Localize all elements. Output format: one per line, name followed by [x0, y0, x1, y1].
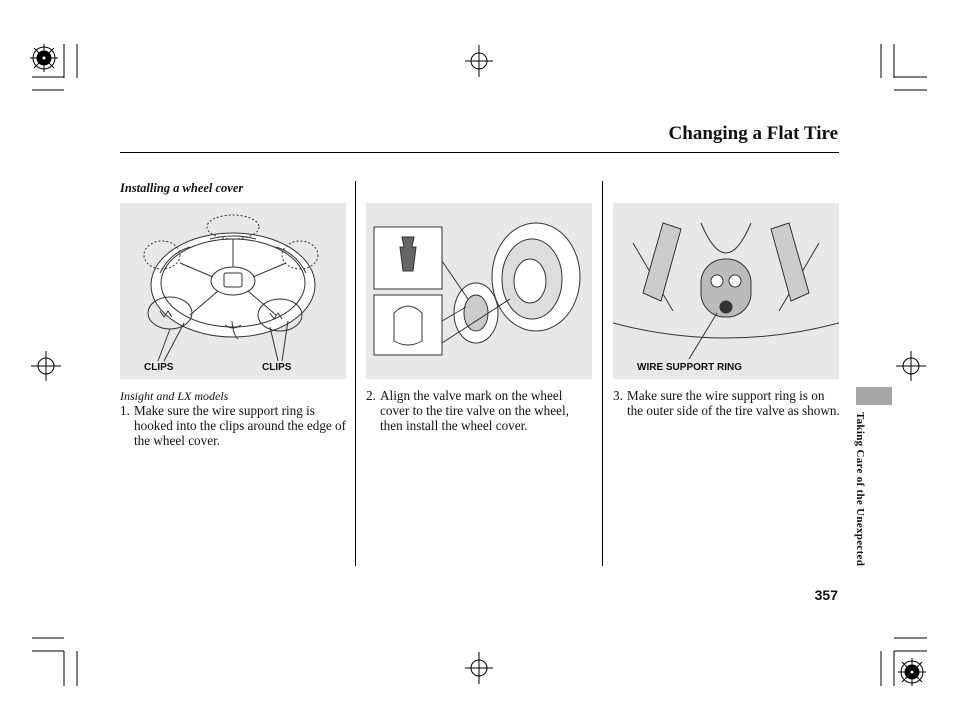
registration-mark-icon — [30, 44, 58, 72]
step-text: Make sure the wire support ring is on the outer side of the tire valve as shown. — [627, 388, 840, 419]
step-number: 2. — [366, 388, 376, 403]
step-number: 1. — [120, 403, 130, 418]
clips-label-right: CLIPS — [262, 362, 292, 373]
registration-mark-icon — [898, 658, 926, 686]
step-1 — [120, 403, 348, 449]
column-divider — [602, 181, 603, 566]
section-label: Taking Care of the Unexpected — [854, 412, 866, 567]
models-note: Insight and LX models — [120, 389, 229, 403]
step-number: 3. — [613, 388, 623, 403]
registration-mark-icon — [465, 45, 493, 77]
page-title: Changing a Flat Tire — [668, 123, 838, 144]
wire-ring-illustration — [613, 203, 839, 379]
step-2 — [366, 388, 594, 434]
wire-support-ring-label: WIRE SUPPORT RING — [637, 362, 743, 373]
title-rule — [120, 152, 839, 153]
section-tab — [856, 387, 892, 405]
clips-label-left: CLIPS — [144, 362, 174, 373]
registration-mark-icon — [31, 351, 61, 381]
section-subheading: Installing a wheel cover — [120, 181, 244, 195]
figure-wire-support-ring — [613, 203, 839, 379]
page-number: 357 — [814, 587, 838, 603]
step-text: Make sure the wire support ring is hooked into the clips around the edge of the wheel cover. — [134, 403, 347, 449]
figure-valve-alignment — [366, 203, 592, 379]
figure-wheel-cover-clips — [120, 203, 346, 379]
valve-alignment-illustration — [366, 203, 592, 379]
column-divider — [355, 181, 356, 566]
registration-mark-icon — [896, 351, 926, 381]
wheel-cover-illustration — [120, 203, 346, 379]
registration-mark-icon — [465, 652, 493, 684]
step-3 — [613, 388, 841, 418]
step-text: Align the valve mark on the wheel cover to the tire valve on the wheel, then install the wheel cover. — [380, 388, 569, 434]
